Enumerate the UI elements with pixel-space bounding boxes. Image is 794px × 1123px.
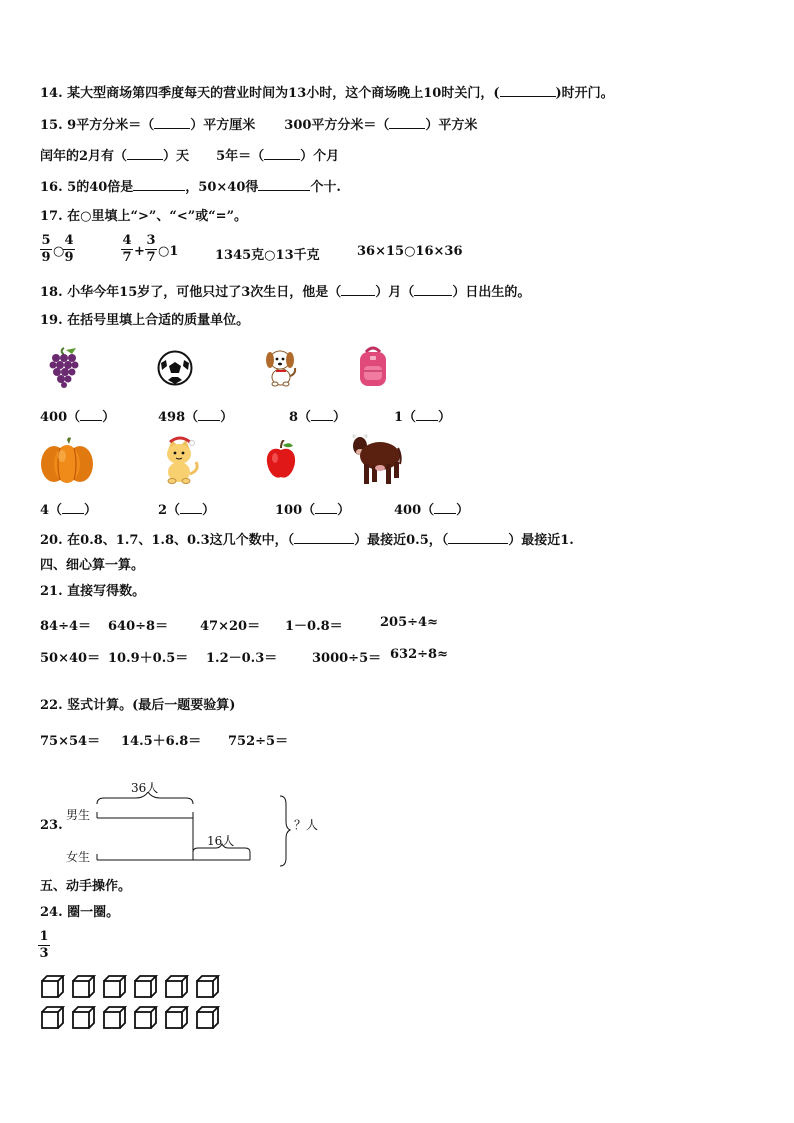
compare-item: 36×15○16×36 — [357, 244, 463, 259]
calc-item: 3000÷5＝ — [312, 651, 382, 666]
cube-icon — [73, 1007, 94, 1028]
answer-blank[interactable] — [389, 116, 425, 129]
question-24: 24. 圈一圈。 — [40, 905, 120, 920]
cube-icon — [73, 976, 94, 997]
fraction-one-third: 1 3 — [39, 929, 49, 961]
question-14: 14. 某大型商场第四季度每天的营业时间为13小时，这个商场晚上10时关门，( )时开门。 — [40, 86, 614, 101]
backpack-icon — [354, 344, 392, 388]
answer-blank[interactable] — [448, 531, 508, 544]
cube-grid[interactable] — [40, 974, 230, 1032]
calc-item: 50×40＝ — [40, 651, 101, 666]
pumpkin-icon — [40, 436, 94, 484]
mass-blank-2[interactable]: 498（ ） — [158, 410, 234, 425]
calc-item: 47×20＝ — [200, 619, 261, 634]
fraction: 4 9 — [64, 233, 74, 265]
question-22: 22. 竖式计算。(最后一题要验算) — [40, 698, 236, 713]
soccer-ball-icon — [157, 350, 193, 386]
question-20: 20. 在0.8、1.7、1.8、0.3这几个数中，（ ）最接近0.5，（ ）最接近1. — [40, 533, 574, 548]
calc-item: 752÷5＝ — [228, 734, 289, 749]
cat-icon — [160, 436, 202, 484]
question-15-line-2: 闰年的2月有（ ）天 5年＝（ ）个月 — [40, 149, 340, 164]
calc-item: 1.2－0.3＝ — [206, 651, 278, 666]
difference-label: 16人 — [207, 834, 235, 848]
fraction: 4 7 — [122, 233, 132, 265]
total-label: ？人 — [294, 818, 319, 832]
calc-item: 1－0.8＝ — [285, 619, 343, 634]
mass-blank-6[interactable]: 2（ ） — [158, 503, 216, 518]
cube-icon — [42, 976, 63, 997]
mass-blank-4[interactable]: 1（ ） — [394, 410, 452, 425]
section-title-4: 四、细心算一算。 — [40, 558, 145, 573]
calc-item: 205÷4≈ — [380, 615, 438, 630]
cube-icon — [135, 976, 156, 997]
calc-item: 84÷4＝ — [40, 619, 92, 634]
question-19: 19. 在括号里填上合适的质量单位。 — [40, 313, 250, 328]
calc-item: 10.9＋0.5＝ — [108, 651, 189, 666]
answer-blank[interactable] — [264, 147, 300, 160]
answer-blank[interactable] — [414, 283, 452, 296]
answer-blank[interactable] — [154, 116, 190, 129]
answer-blank[interactable] — [294, 531, 354, 544]
cube-icon — [104, 1007, 125, 1028]
mass-blank-3[interactable]: 8（ ） — [289, 410, 347, 425]
section-title-5: 五、动手操作。 — [40, 879, 132, 894]
mass-blank-8[interactable]: 400（ ） — [394, 503, 470, 518]
question-18: 18. 小华今年15岁了，可他只过了3次生日，他是（ ）月（ ）日出生的。 — [40, 285, 531, 300]
boys-label: 男生 — [66, 808, 91, 822]
answer-blank[interactable] — [258, 178, 310, 191]
cube-icon — [166, 1007, 187, 1028]
answer-blank[interactable] — [341, 283, 375, 296]
cube-icon — [166, 976, 187, 997]
question-21: 21. 直接写得数。 — [40, 584, 146, 599]
answer-blank[interactable] — [133, 178, 185, 191]
answer-blank[interactable] — [500, 84, 556, 97]
question-17: 17. 在○里填上“>”、“<”或“=”。 — [40, 209, 248, 224]
mass-blank-5[interactable]: 4（ ） — [40, 503, 98, 518]
line-segment-diagram — [90, 792, 320, 870]
puppy-icon — [262, 346, 300, 388]
question-23-number: 23. — [40, 818, 63, 833]
compare-circle[interactable]: ○1 — [158, 244, 179, 259]
fraction: 3 7 — [146, 233, 156, 265]
compare-item: 1345克○13千克 — [215, 248, 320, 263]
question-16: 16. 5的40倍是 ，50×40得 个十. — [40, 180, 341, 195]
compare-circle[interactable]: ○ — [53, 244, 65, 259]
calc-item: 14.5＋6.8＝ — [121, 734, 202, 749]
cube-icon — [197, 976, 218, 997]
boys-count-label: 36人 — [131, 781, 159, 795]
girls-label: 女生 — [66, 850, 91, 864]
apple-icon — [265, 440, 297, 480]
cube-icon — [104, 976, 125, 997]
fraction: 5 9 — [41, 233, 51, 265]
grapes-icon — [48, 346, 80, 388]
cube-icon — [42, 1007, 63, 1028]
cube-icon — [135, 1007, 156, 1028]
answer-blank[interactable] — [127, 147, 163, 160]
calc-item: 75×54＝ — [40, 734, 101, 749]
question-15: 15. 9平方分米＝（ ）平方厘米 300平方分米＝（ ）平方米 — [40, 118, 478, 133]
mass-blank-1[interactable]: 400（ ） — [40, 410, 116, 425]
cube-icon — [197, 1007, 218, 1028]
cow-icon — [350, 432, 402, 488]
mass-blank-7[interactable]: 100（ ） — [275, 503, 351, 518]
calc-item: 632÷8≈ — [390, 647, 448, 662]
calc-item: 640÷8＝ — [108, 619, 169, 634]
